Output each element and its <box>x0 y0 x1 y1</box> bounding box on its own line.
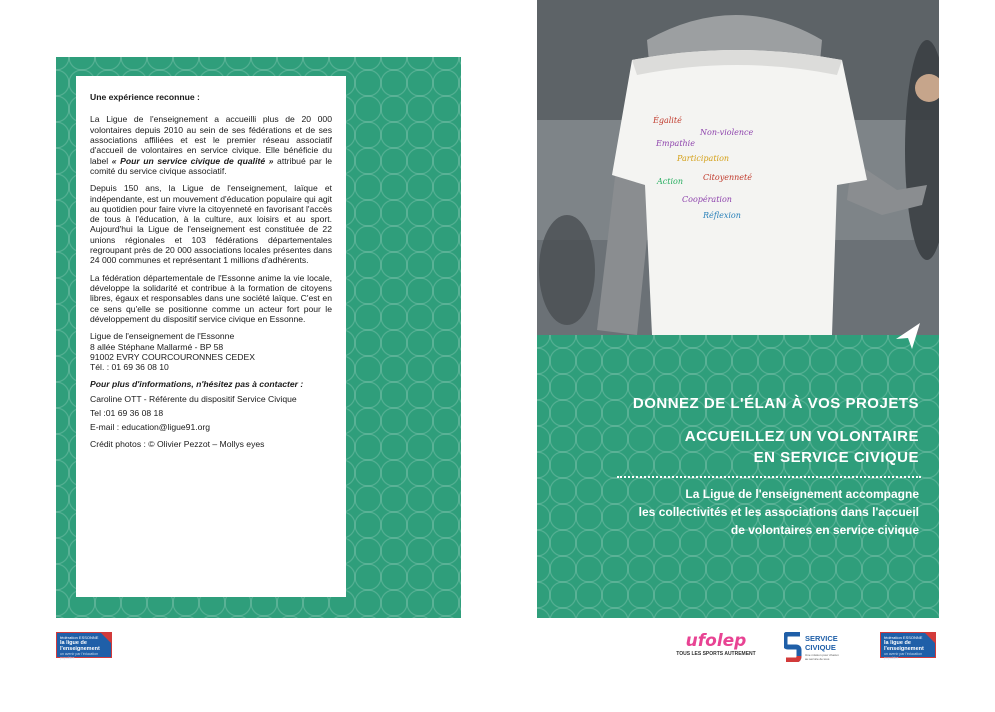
address-line: Ligue de l'enseignement de l'Essonne <box>90 331 235 342</box>
headline-elan: DONNEZ DE L'ÉLAN À VOS PROJETS <box>632 395 919 412</box>
contact-block <box>90 394 332 433</box>
paragraph-essonne: La fédération départementale de l'Essonne anime la vie locale, développe la solidarité et contribue à la formation de citoyens libres, égaux et responsables dans une société laïque. C'est en ce sens qu'elle se positionne comme un acteur fort pour le développement du dispositif service civique en Essonne. <box>90 272 332 324</box>
contact-name: Caroline OTT - Référente du dispositif Service Civique <box>90 393 297 404</box>
service-civique-tagline: Une mission pour chacun au service de tous <box>805 653 839 661</box>
text-card <box>76 76 346 597</box>
shirt-word: Participation <box>677 154 730 163</box>
logo-red-corner <box>101 633 111 643</box>
contact-heading: Pour plus d'informations, n'hésitez pas à contacter : <box>90 378 304 389</box>
para1-text-b: attribué par le comité du service civique associatif. <box>90 155 333 176</box>
shirt-word: Égalité <box>653 116 682 125</box>
contact-email[interactable]: E-mail : education@ligue91.org <box>90 422 211 433</box>
ufolep-wordmark: ufolep <box>685 631 747 651</box>
address-line: 91002 EVRY COURCOURONNES CEDEX <box>90 351 255 362</box>
ligue-logo-left <box>56 632 112 658</box>
service-civique-s-icon <box>784 632 802 662</box>
subtitle-line-2: les collectivités et les associations dans l'accueil <box>638 505 919 519</box>
address-block <box>90 331 332 372</box>
logo-tagline-text: un avenir par l'éducation populaire <box>60 652 99 660</box>
logo-name-text: la ligue de l'enseignement <box>884 640 924 652</box>
shirt-words <box>537 0 939 335</box>
shirt-word: Non-violence <box>700 128 754 137</box>
para1-text-a: La Ligue de l'enseignement a accueilli plus de 20 000 volontaires depuis 2010 au sein de ses fédérations et de ses associations affiliées et est le premier réseau associatif d'accueil de volontaires en service civique. Elle bénéficie du label <box>90 114 332 166</box>
shirt-word: Réflexion <box>703 211 741 220</box>
logo-federation-text: fédération ESSONNE <box>884 635 923 640</box>
logo-red-corner <box>925 633 935 643</box>
cover-photo <box>537 0 939 335</box>
paragraph-experience <box>90 114 332 176</box>
photo-credit: Crédit photos : © Olivier Pezzot – Mollys eyes <box>90 438 265 449</box>
service-civique-logo <box>784 632 844 664</box>
logo-name-text: la ligue de l'enseignement <box>60 640 100 652</box>
contact-phone: Tel :01 69 36 08 18 <box>90 408 164 419</box>
right-green-panel <box>537 335 939 618</box>
address-line: 8 allée Stéphane Mallarmé - BP 58 <box>90 341 224 352</box>
dotted-divider <box>617 476 921 478</box>
section-heading: Une expérience reconnue : <box>90 92 200 102</box>
headline-accueillez: ACCUEILLEZ UN VOLONTAIRE <box>684 428 919 445</box>
shirt-word: Coopération <box>682 195 732 204</box>
ligue-logo-right <box>880 632 936 658</box>
paragraph-history: Depuis 150 ans, la Ligue de l'enseignement, laïque et indépendante, est un mouvement d'éducation populaire qui agit au quotidien pour faire vivre la citoyenneté en favorisant l'accès de tous à l'éducation, à la culture, aux loisirs et au sport. Aujourd'hui la Ligue de l'enseignement est constituée de 22 unions régionales et 103 fédérations départementales regroupant près de 20 000 associations locales présentes dans 24 000 communes et représentant 1 millions d'adhérents. <box>90 183 332 266</box>
headline-service-civique: EN SERVICE CIVIQUE <box>753 449 919 466</box>
subtitle-line-1: La Ligue de l'enseignement accompagne <box>685 487 919 501</box>
shirt-word: Citoyenneté <box>703 173 752 182</box>
ufolep-tagline: TOUS LES SPORTS AUTREMENT <box>676 651 756 657</box>
shirt-word: Empathie <box>656 139 695 148</box>
quality-label: « Pour un service civique de qualité » <box>111 155 274 166</box>
paper-plane-icon <box>892 321 922 351</box>
logo-tagline-text: un avenir par l'éducation populaire <box>884 652 923 660</box>
shirt-word: Action <box>657 177 683 186</box>
subtitle-line-3: de volontaires en service civique <box>730 523 919 537</box>
service-civique-text: SERVICE CIVIQUE <box>805 634 838 652</box>
phone-line: Tél. : 01 69 36 08 10 <box>90 362 169 373</box>
logo-federation-text: fédération ESSONNE <box>60 635 99 640</box>
ufolep-logo <box>676 632 756 662</box>
